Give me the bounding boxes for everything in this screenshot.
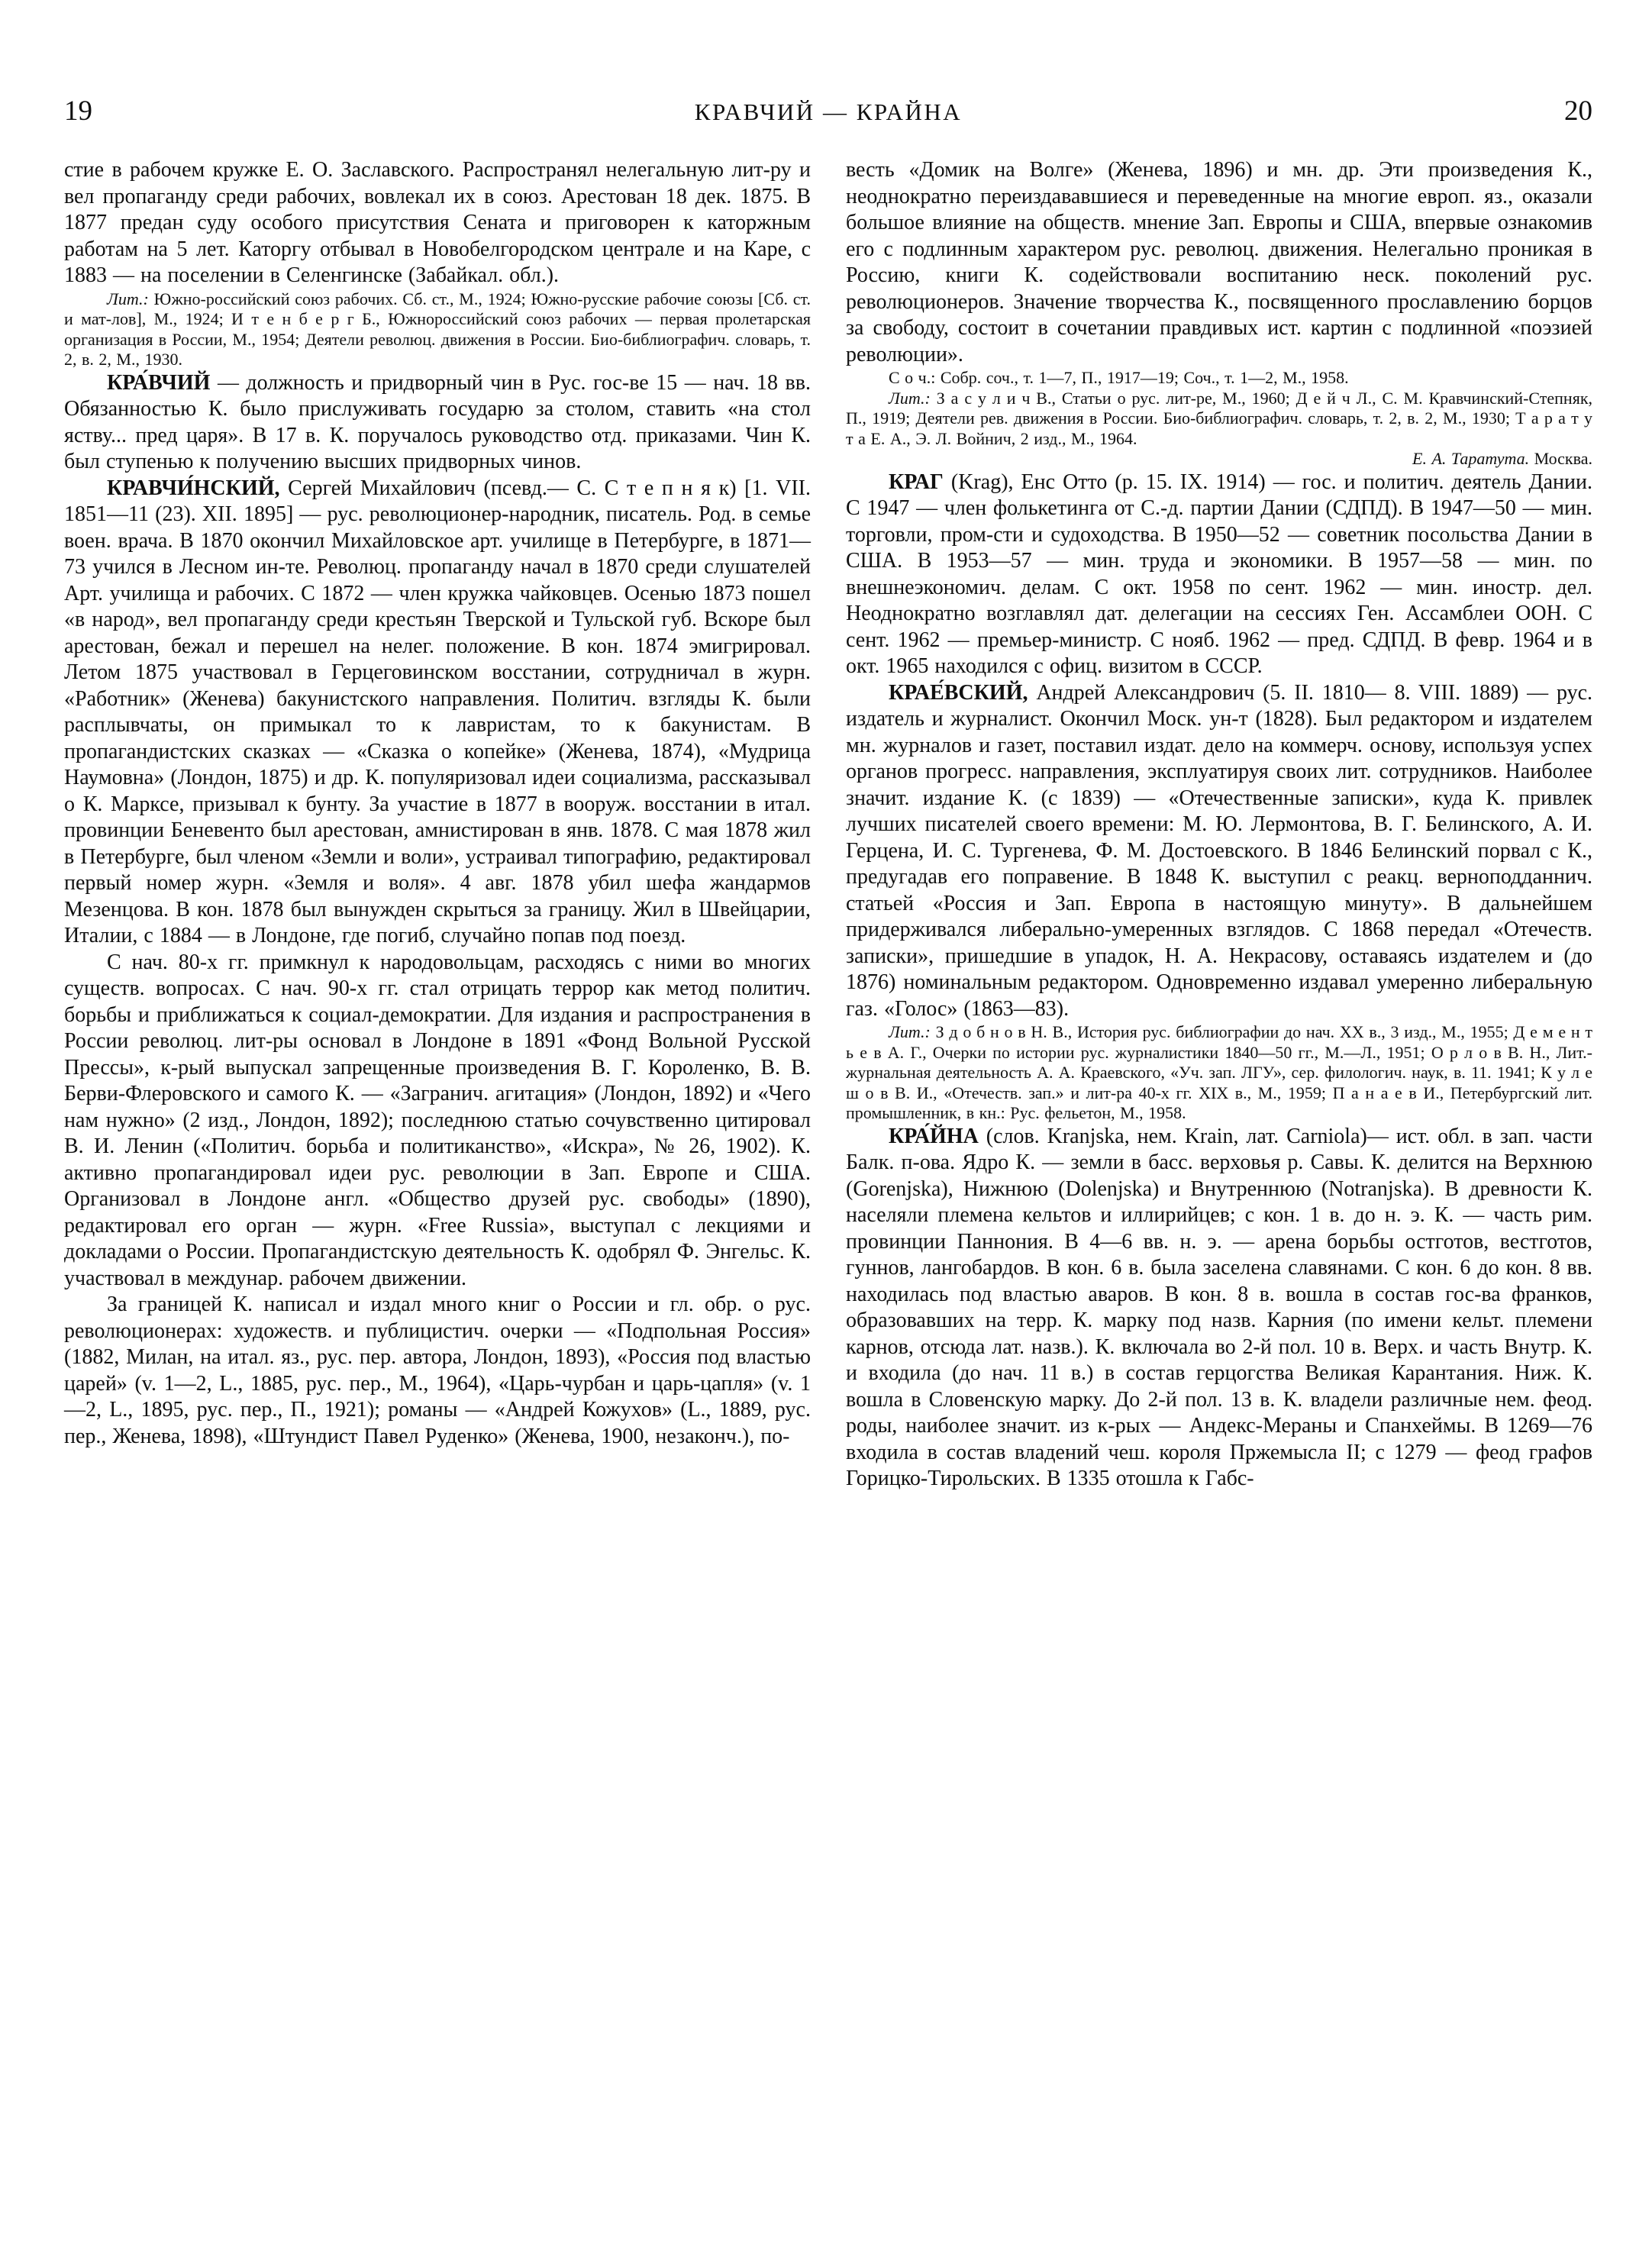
entry-kravchinsky xyxy=(64,476,811,950)
left-column xyxy=(64,157,811,1493)
works-label: С о ч.: xyxy=(889,368,936,387)
works-text: Собр. соч., т. 1—7, П., 1917—19; Соч., т. 1—2, М., 1958. xyxy=(940,368,1349,387)
running-title: КРАВЧИЙ — КРАЙНА xyxy=(694,98,963,125)
entry-kravchiy xyxy=(64,370,811,476)
headword: КРА́ВЧИЙ xyxy=(107,370,211,395)
entry-text: Сергей Михайлович (псевд.— С. С т е п н я к) [1. VII. 1851—11 (23). XII. 1895] — рус. революционер-народник, писатель. Род. в семье воен. врача. В 1870 окончил Михайловское арт. училище в Петербурге, в 1871—73 учился в Лесном ин-те. Революц. пропаганду начал в 1870 среди слушателей Арт. училища и рабочих. С 1872 — член кружка чайковцев. Осенью 1873 пошел «в народ», вел пропаганду среди крестьян Тверской и Тульской губ. Вскоре был арестован, бежал и перешел на нелег. положение. В кон. 1874 эмигрировал. Летом 1875 участвовал в Герцеговинском восстании, сотрудничал в журн. «Работник» (Женева) бакунистского направления. Политич. взгляды К. были расплывчаты, он примыкал то к лавристам, то к бакунистам. В пропагандистских сказках — «Сказка о копейке» (Женева, 1874), «Мудрица Наумовна» (Лондон, 1875) и др. К. популяризовал идеи социализма, рассказывал о К. Марксе, призывал к бунту. За участие в 1877 в вооруж. восстании в итал. провинции Беневенто был арестован, амнистирован в янв. 1878. С мая 1878 жил в Петербурге, был членом «Земли и воли», устраивал типографию, редактировал первый номер журн. «Земля и воля». 4 авг. 1878 убил шефа жандармов Мезенцова. В кон. 1878 был вынужден скрыться за границу. Жил в Швейцарии, Италии, с 1884 — в Лондоне, где погиб, случайно попав под поезд. xyxy=(64,476,811,947)
literature-text: З д о б н о в Н. В., История рус. библиографии до нач. XX в., 3 изд., М., 1955; Д е м е н т ь е в А. Г., Очерки по истории рус. журналистики 1840—50 гг., М.—Л., 1951; О р л о в В. Н., Лит.-журнальная деятельность А. А. Краевского, «Уч. зап. ЛГУ», сер. филологич. наук, в. 11. 1941; К у л е ш о в В. И., «Отечеств. зап.» и лит-ра 40-х гг. XIX в., М., 1959; П а н а е в И., Петербургский лит. промышленник, в кн.: Рус. фельетон, М., 1958. xyxy=(846,1022,1592,1122)
literature-text: Южно-российский союз рабочих. Сб. ст., М., 1924; Южно-русские рабочие союзы [Сб. ст. и мат-лов], М., 1924; И т е н б е р г Б., Южнороссийский союз рабочих — первая пролетарская организация в России, М., 1954; Деятели революц. движения в России. Био-библиографич. словарь, т. 2, в. 2, М., 1930. xyxy=(64,289,811,369)
literature-block xyxy=(64,289,811,370)
literature-label: Лит.: xyxy=(889,388,931,408)
entry-kravchinsky-paragraph-2: С нач. 80-х гг. примкнул к народовольцам, расходясь с ними во многих существ. вопросах. С нач. 90-х гг. стал отрицать террор как метод политич. борьбы и приближаться к социал-демократии. Для издания и распространения в России революц. лит-ры основал в Лондоне в 1891 «Фонд Вольной Русской Прессы», к-рый выпускал запрещенные произведения В. Г. Короленко, В. В. Берви-Флеровского и самого К. — «Загранич. агитация» (Лондон, 1892) и «Чего нам нужно» (2 изд., Лондон, 1892); последнюю статью сочувственно цитировал В. И. Ленин («Политич. борьба и политиканство», «Искра», № 26, 1902). К. активно пропагандировал идеи рус. революции в Зап. Европе и США. Организовал в Лондоне англ. «Общество друзей рус. свободы» (1890), редактировал его орган — журн. «Free Russia», выступал с лекциями и докладами о России. Пропагандистскую деятельность К. одобрял Ф. Энгельс. К. участвовал в междунар. рабочем движении. xyxy=(64,950,811,1290)
page-number-left: 19 xyxy=(64,95,92,127)
literature-label: Лит.: xyxy=(107,289,149,308)
works-block xyxy=(846,368,1592,389)
author-signature xyxy=(846,449,1592,470)
literature-label: Лит.: xyxy=(889,1022,931,1041)
headword: КРАЕ́ВСКИЙ, xyxy=(889,680,1028,705)
literature-block xyxy=(846,1022,1592,1124)
entry-krag xyxy=(846,470,1592,680)
continuation-paragraph: весть «Домик на Волге» (Женева, 1896) и мн. др. Эти произведения К., неоднократно переиздававшиеся и переведенные на многие европ. яз., оказали большое влияние на обществ. мнение Зап. Европы и США, впервые ознакомив его с подлинным характером рус. революц. движения. Нелегально проникая в Россию, книги К. содействовали воспитанию неск. поколений рус. революционеров. Значение творчества К., посвященного прославлению борцов за свободу, состоит в сочетании правдивых ист. картин с подлинной «поэзией революции». xyxy=(846,158,1592,366)
signature-place: Москва. xyxy=(1534,449,1592,468)
literature-text: З а с у л и ч В., Статьи о рус. лит-ре, М., 1960; Д е й ч Л., С. М. Кравчинский-Степняк, П., 1919; Деятели рев. движения в России. Био-библиографич. словарь, т. 2, в. 2, М., 1930; Т а р а т у т а Е. А., Э. Л. Войнич, 2 изд., М., 1964. xyxy=(846,388,1593,448)
entry-text: (слов. Kranjska, нем. Krain, лат. Carniola)— ист. обл. в зап. части Балк. п-ова. Ядро К. — земли в басс. верховья р. Савы. К. делится на Верхнюю (Gorenjska), Нижнюю (Dolenjska) и Внутреннюю (Notranjska). В древности К. населяли племена кельтов и иллирийцев; с кон. 1 в. до н. э. К. — часть рим. провинции Паннония. В 4—6 вв. н. э. — арена борьбы остготов, вестготов, гуннов, лангобардов. В кон. 6 в. была заселена славянами. С кон. 6 до кон. 8 вв. находилась под властью аваров. В кон. 8 в. вошла в состав гос-ва франков, образовавших на терр. К. марку под назв. Карния (по имени кельт. племени карнов, отсюда лат. назв.). К. включала во 2-й пол. 10 в. Верх. и часть Внутр. К. и входила (до нач. 11 в.) в состав герцогства Великая Карантания. Ниж. К. вошла в Словенскую марку. До 2-й пол. 13 в. К. владели различные нем. феод. роды, наиболее значит. из к-рых — Андекс-Мераны и Спанхеймы. В 1269—76 входила в состав владений чеш. короля Пржемысла II; с 1279 — феод графов Горицко-Тирольских. В 1335 отошла к Габс- xyxy=(846,1124,1593,1490)
page-number-right: 20 xyxy=(1564,95,1592,127)
headword: КРА́ЙНА xyxy=(889,1124,979,1148)
right-column xyxy=(846,157,1592,1493)
entry-text: Андрей Александрович (5. II. 1810— 8. VIII. 1889) — рус. издатель и журналист. Окончил Моск. ун-т (1828). Был редактором и издателем мн. журналов и газет, поставил издат. дело на коммерч. основу, используя успех органов прогресс. направления, эксплуатируя своих лит. сотрудников. Наиболее значит. издание К. (с 1839) — «Отечественные записки», куда К. привлек лучших писателей своего времени: М. Ю. Лермонтова, В. Г. Белинского, А. И. Герцена, И. С. Тургенева, Ф. М. Достоевского. В 1846 Белинский порвал с К., предугадав его поправение. В 1848 К. выступил с реакц. верноподданнич. статьей «Россия и Зап. Европа в настоящую минуту». В дальнейшем придерживался либерально-умеренных взглядов. С 1868 передал «Отечеств. записки», пришедшие в упадок, Н. А. Некрасову, оставаясь издателем и (до 1876) номинальным редактором. Одновременно издавал умеренно либеральную газ. «Голос» (1863—83). xyxy=(846,680,1592,1021)
signature-name: Е. А. Таратута. xyxy=(1412,449,1530,468)
literature-block xyxy=(846,389,1592,450)
headword: КРАГ xyxy=(889,470,944,494)
continuation-paragraph: стие в рабочем кружке Е. О. Заславского. Распространял нелегальную лит-ру и вел пропаганду среди рабочих, вовлекал их в союз. Арестован 18 дек. 1875. В 1877 предан суду особого присутствия Сената и приговорен к каторжным работам на 5 лет. Каторгу отбывал в Новобелгородском централе и на Каре, с 1883 — на поселении в Селенгинске (Забайкал. обл.). xyxy=(64,158,811,287)
entry-kraevsky xyxy=(846,680,1592,1023)
headword: КРАВЧИ́НСКИЙ, xyxy=(107,476,280,500)
entry-text: (Krag), Енс Отто (р. 15. IX. 1914) — гос. и политич. деятель Дании. С 1947 — член фолькетинга от С.-д. партии Дании (СДПД). В 1947—50 — мин. торговли, пром-сти и судоходства. В 1950—52 — советник посольства Дании в США. В 1953—57 — мин. труда и экономики. В 1957—58 — мин. по внешнеэкономич. делам. С окт. 1958 по сент. 1962 — мин. иностр. дел. Неоднократно возглавлял дат. делегации на сессиях Ген. Ассамблеи ООН. С сент. 1962 — премьер-министр. С нояб. 1962 — пред. СДПД. В февр. 1964 и в окт. 1965 находился с офиц. визитом в СССР. xyxy=(846,470,1593,678)
entry-krayna xyxy=(846,1124,1592,1493)
text-columns xyxy=(64,157,1592,1493)
entry-kravchinsky-paragraph-3: За границей К. написал и издал много книг о России и гл. обр. о рус. революционерах: художеств. и публицистич. очерки — «Подпольная Россия» (1882, Милан, на итал. яз., рус. пер. автора, Лондон, 1893), «Россия под властью царей» (v. 1—2, L., 1885, рус. пер., М., 1964), «Царь-чурбан и царь-цапля» (v. 1—2, L., 1895, рус. пер., П., 1921); романы — «Андрей Кожухов» (L., 1889, рус. пер., Женева, 1898), «Штундист Павел Руденко» (Женева, 1900, незаконч.), по- xyxy=(64,1293,811,1448)
entry-text: — должность и придворный чин в Рус. гос-ве 15 — нач. 18 вв. Обязанностью К. было прислуживать государю за столом, ставить «на стол яству... пред царя». В 17 в. К. поручалось руководство отд. приказами. Чин К. был ступенью к получению высших придворных чинов. xyxy=(64,370,811,473)
running-head xyxy=(64,96,1592,127)
